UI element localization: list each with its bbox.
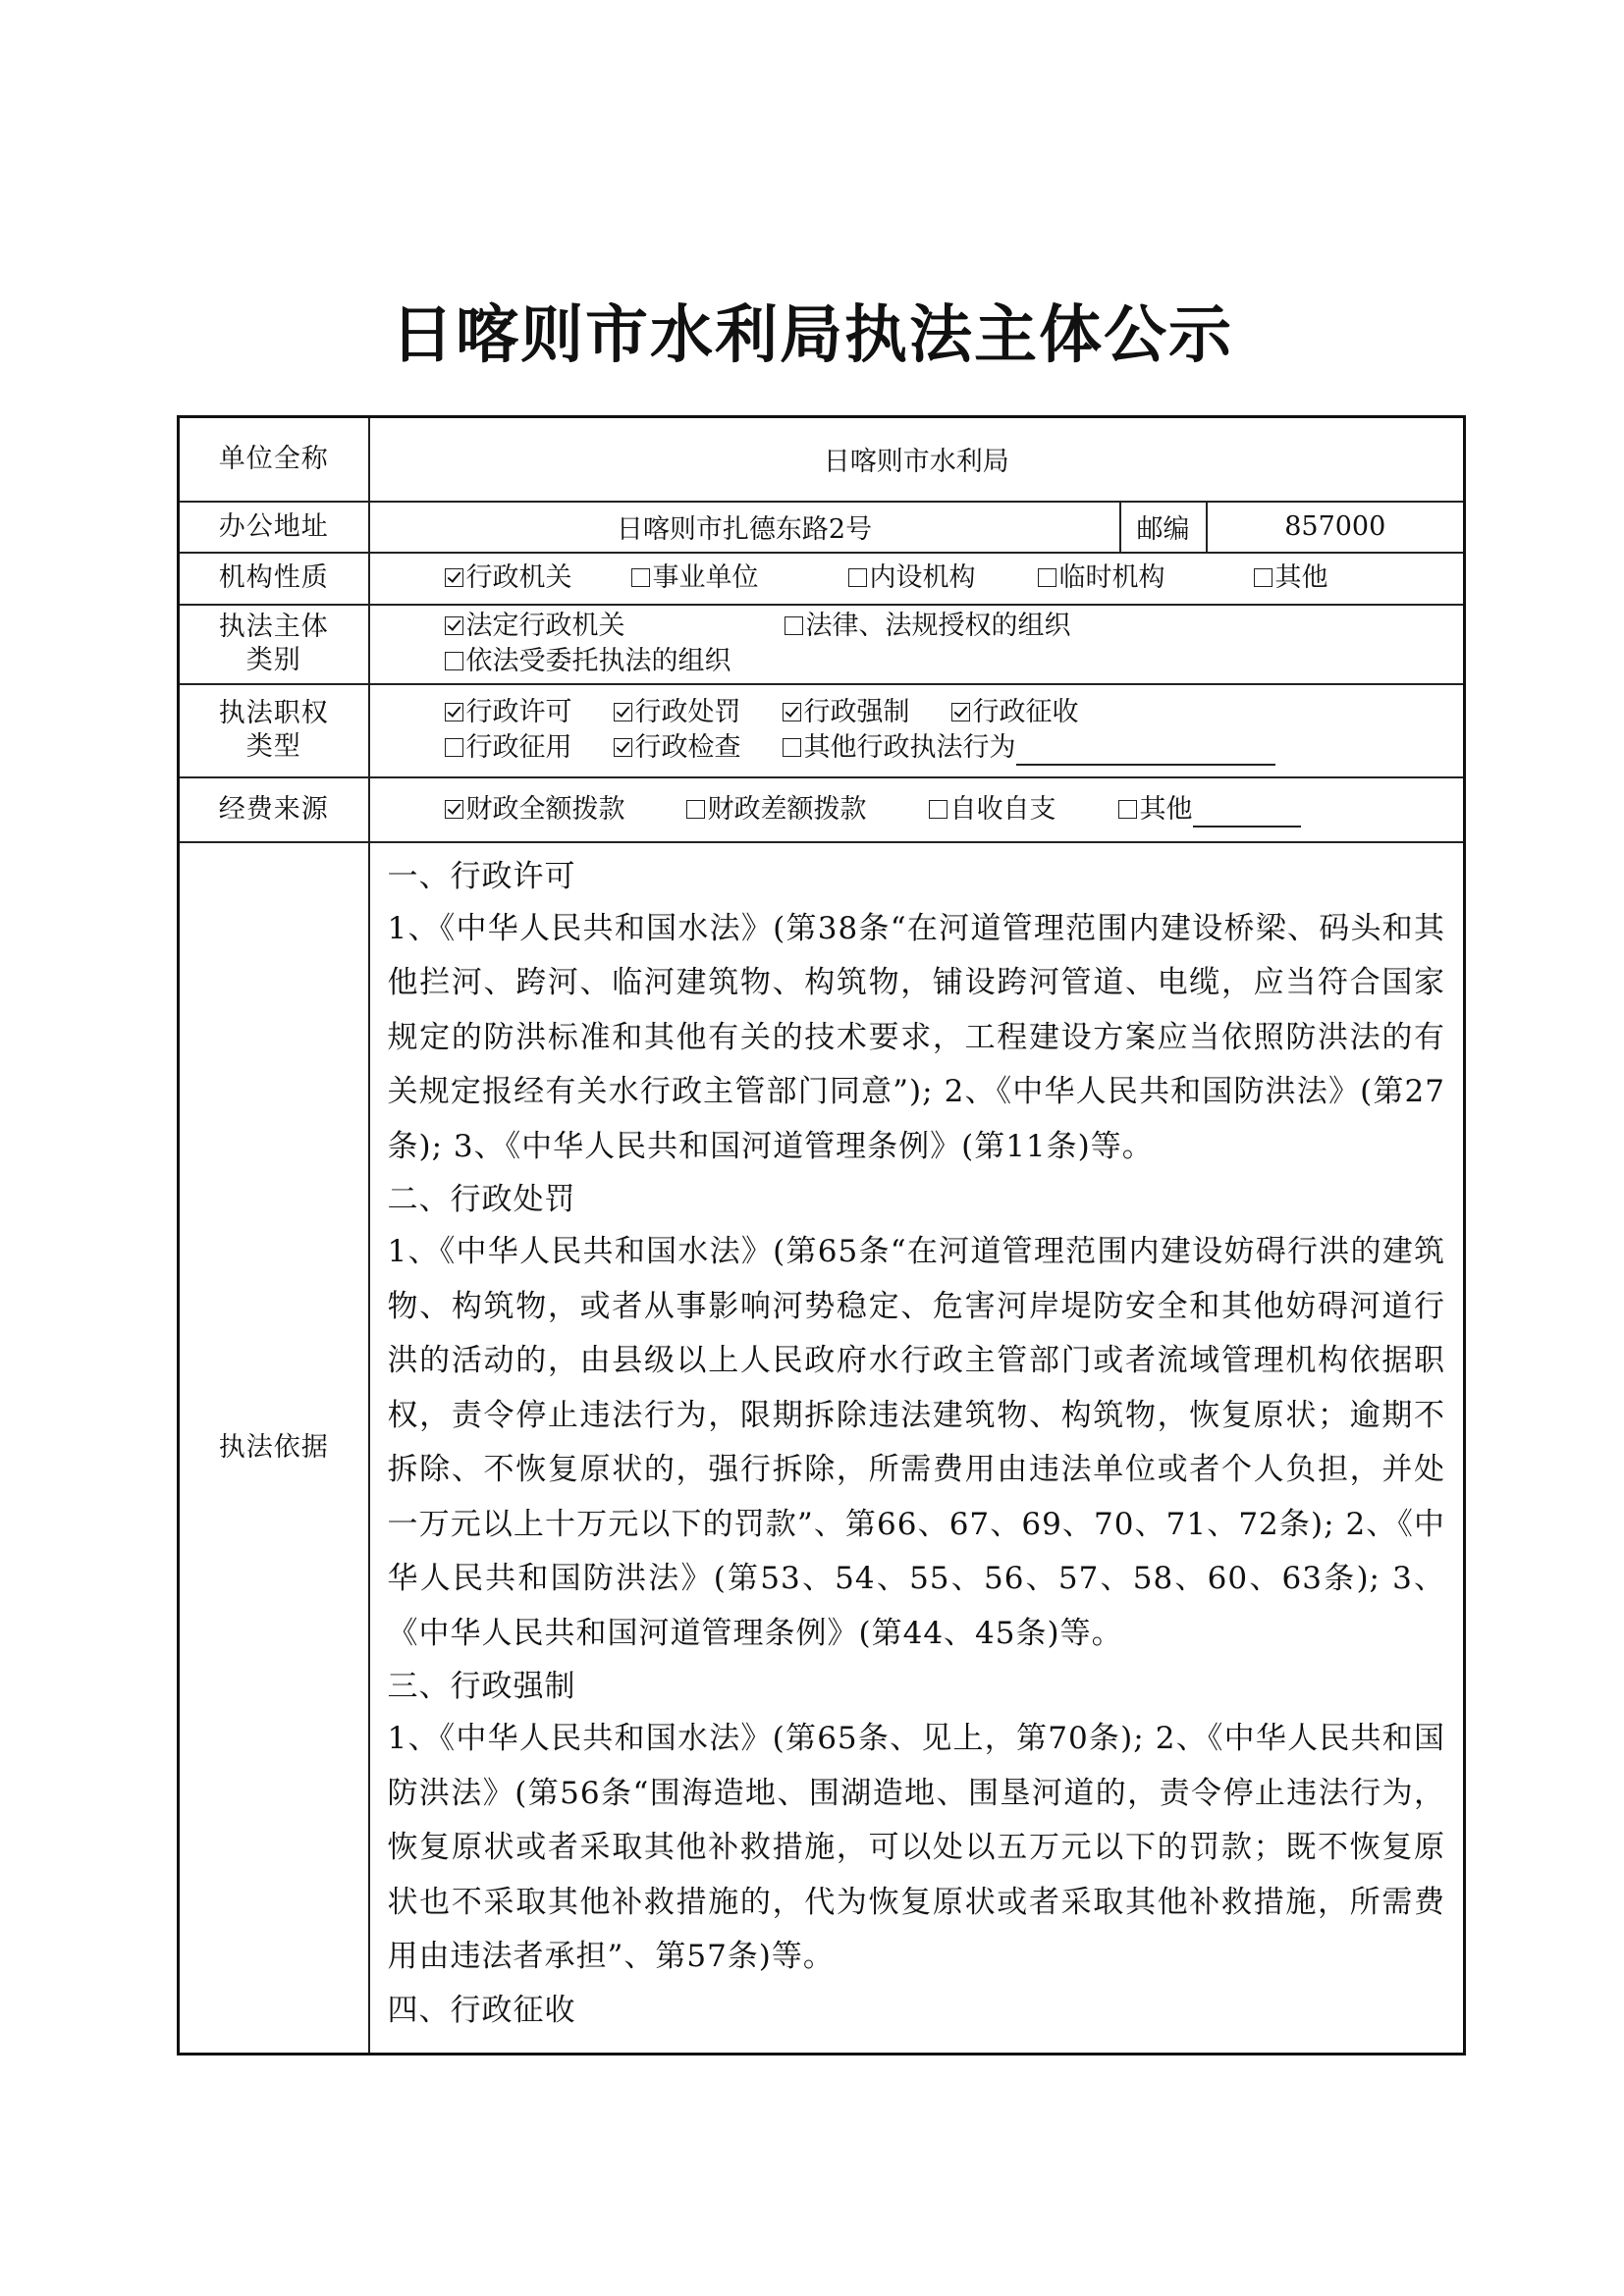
row-funding [179,777,1465,842]
label-category: 执法主体 类别 [179,605,369,684]
checkbox-icon[interactable] [686,800,705,819]
label-funding: 经费来源 [179,777,369,842]
option-nature[interactable]: 内设机构 [848,561,1038,596]
checkbox-checked-icon[interactable] [445,568,463,587]
section-heading: 二、行政处罚 [387,1182,576,1217]
section-text: 1、《中华人民共和国水法》(第65条“在河道管理范围内建设妨碍行洪的建筑物、构筑物，或者从事影响河势稳定、危害河岸堤防安全和其他妨碍河道行洪的活动的，由县级以上人民政府水行政主管部门或者流域管理机构依据职权，责令停止违法行为，限期拆除违法建筑物、构筑物，恢复原状；逾期不拆除、不恢复原状的，强行拆除，所需费用由违法单位或者个人负担，并处一万元以上十万元以下的罚款”、第66、67、69、70、71、72条); 2、《中华人民共和国防洪法》(第53、54、55、56、57、58、60、63条); 3、《中华人民共和国河道管理条例》(第44、45条)等。 [387,1234,1446,1651]
label-address: 办公地址 [179,502,369,553]
checkbox-icon[interactable] [929,800,947,819]
option-category[interactable]: 依法受委托执法的组织 [445,644,731,679]
checkbox-checked-icon[interactable] [783,703,801,721]
option-category[interactable]: 法律、法规授权的组织 [785,609,1071,644]
option-powers[interactable]: 行政强制 [783,695,951,730]
option-nature[interactable]: 行政机关 [445,561,631,596]
checkbox-icon[interactable] [783,738,801,757]
option-powers[interactable]: 行政许可 [445,695,614,730]
row-address [179,502,1465,553]
checkbox-checked-icon[interactable] [445,616,463,635]
label-basis: 执法依据 [179,842,369,2055]
option-funding[interactable]: 财政差额拨款 [686,792,929,828]
option-powers[interactable]: 行政检查 [614,730,783,766]
checkbox-icon[interactable] [785,616,803,635]
option-powers[interactable]: 行政处罚 [614,695,783,730]
option-powers[interactable]: 其他行政执法行为 [783,730,1275,766]
option-funding[interactable]: 财政全额拨款 [445,792,686,828]
checkbox-icon[interactable] [631,568,650,587]
option-nature[interactable]: 其他 [1254,561,1328,596]
checkbox-icon[interactable] [445,652,463,670]
option-funding[interactable]: 其他 [1118,792,1301,828]
checkbox-icon[interactable] [1038,568,1056,587]
section-text: 1、《中华人民共和国水法》(第65条、见上，第70条); 2、《中华人民共和国防洪法》(第56条“围海造地、围湖造地、围垦河道的，责令停止违法行为，恢复原状或者采取其他补救措施，可以处以五万元以下的罚款；既不恢复原状也不采取其他补救措施的，代为恢复原状或者采取其他补救措施，所需费用由违法者承担”、第57条)等。 [387,1721,1446,1974]
options-category [369,605,1465,684]
section-heading: 三、行政强制 [387,1669,576,1704]
checkbox-icon[interactable] [445,738,463,757]
blank-line[interactable] [1193,800,1301,828]
value-address: 日喀则市扎德东路2号 [369,502,1120,553]
option-category[interactable]: 法定行政机关 [445,609,785,644]
row-powers [179,684,1465,777]
value-postcode: 857000 [1207,502,1465,553]
option-nature[interactable]: 临时机构 [1038,561,1254,596]
basis-content [369,842,1465,2055]
option-nature[interactable]: 事业单位 [631,561,848,596]
label-nature: 机构性质 [179,553,369,605]
option-funding[interactable]: 自收自支 [929,792,1118,828]
section-text: 1、《中华人民共和国水法》(第38条“在河道管理范围内建设桥梁、码头和其他拦河、跨河、临河建筑物、构筑物，铺设跨河管道、电缆，应当符合国家规定的防洪标准和其他有关的技术要求，工程建设方案应当依照防洪法的有关规定报经有关水行政主管部门同意”); 2、《中华人民共和国防洪法》(第27条); 3、《中华人民共和国河道管理条例》(第11条)等。 [387,910,1446,1164]
checkbox-icon[interactable] [848,568,867,587]
option-powers[interactable]: 行政征用 [445,730,614,766]
options-funding [369,777,1465,842]
checkbox-checked-icon[interactable] [614,703,632,721]
row-nature [179,553,1465,605]
section-heading: 一、行政许可 [387,858,576,894]
row-category [179,605,1465,684]
row-basis [179,842,1465,2055]
section-heading: 四、行政征收 [387,1992,576,2028]
options-powers [369,684,1465,777]
value-unit-name: 日喀则市水利局 [369,417,1465,502]
checkbox-icon[interactable] [1118,800,1137,819]
document-title: 日喀则市水利局执法主体公示 [391,299,1233,372]
checkbox-icon[interactable] [1254,568,1272,587]
label-postcode: 邮编 [1120,502,1207,553]
checkbox-checked-icon[interactable] [445,800,463,819]
options-nature [369,553,1465,605]
checkbox-checked-icon[interactable] [614,738,632,757]
option-powers[interactable]: 行政征收 [951,695,1079,730]
row-unit-name [179,417,1465,502]
checkbox-checked-icon[interactable] [445,703,463,721]
checkbox-checked-icon[interactable] [951,703,970,721]
label-unit-name: 单位全称 [179,417,369,502]
blank-line[interactable] [1016,738,1275,766]
disclosure-table [177,415,1466,2056]
label-powers: 执法职权 类型 [179,684,369,777]
